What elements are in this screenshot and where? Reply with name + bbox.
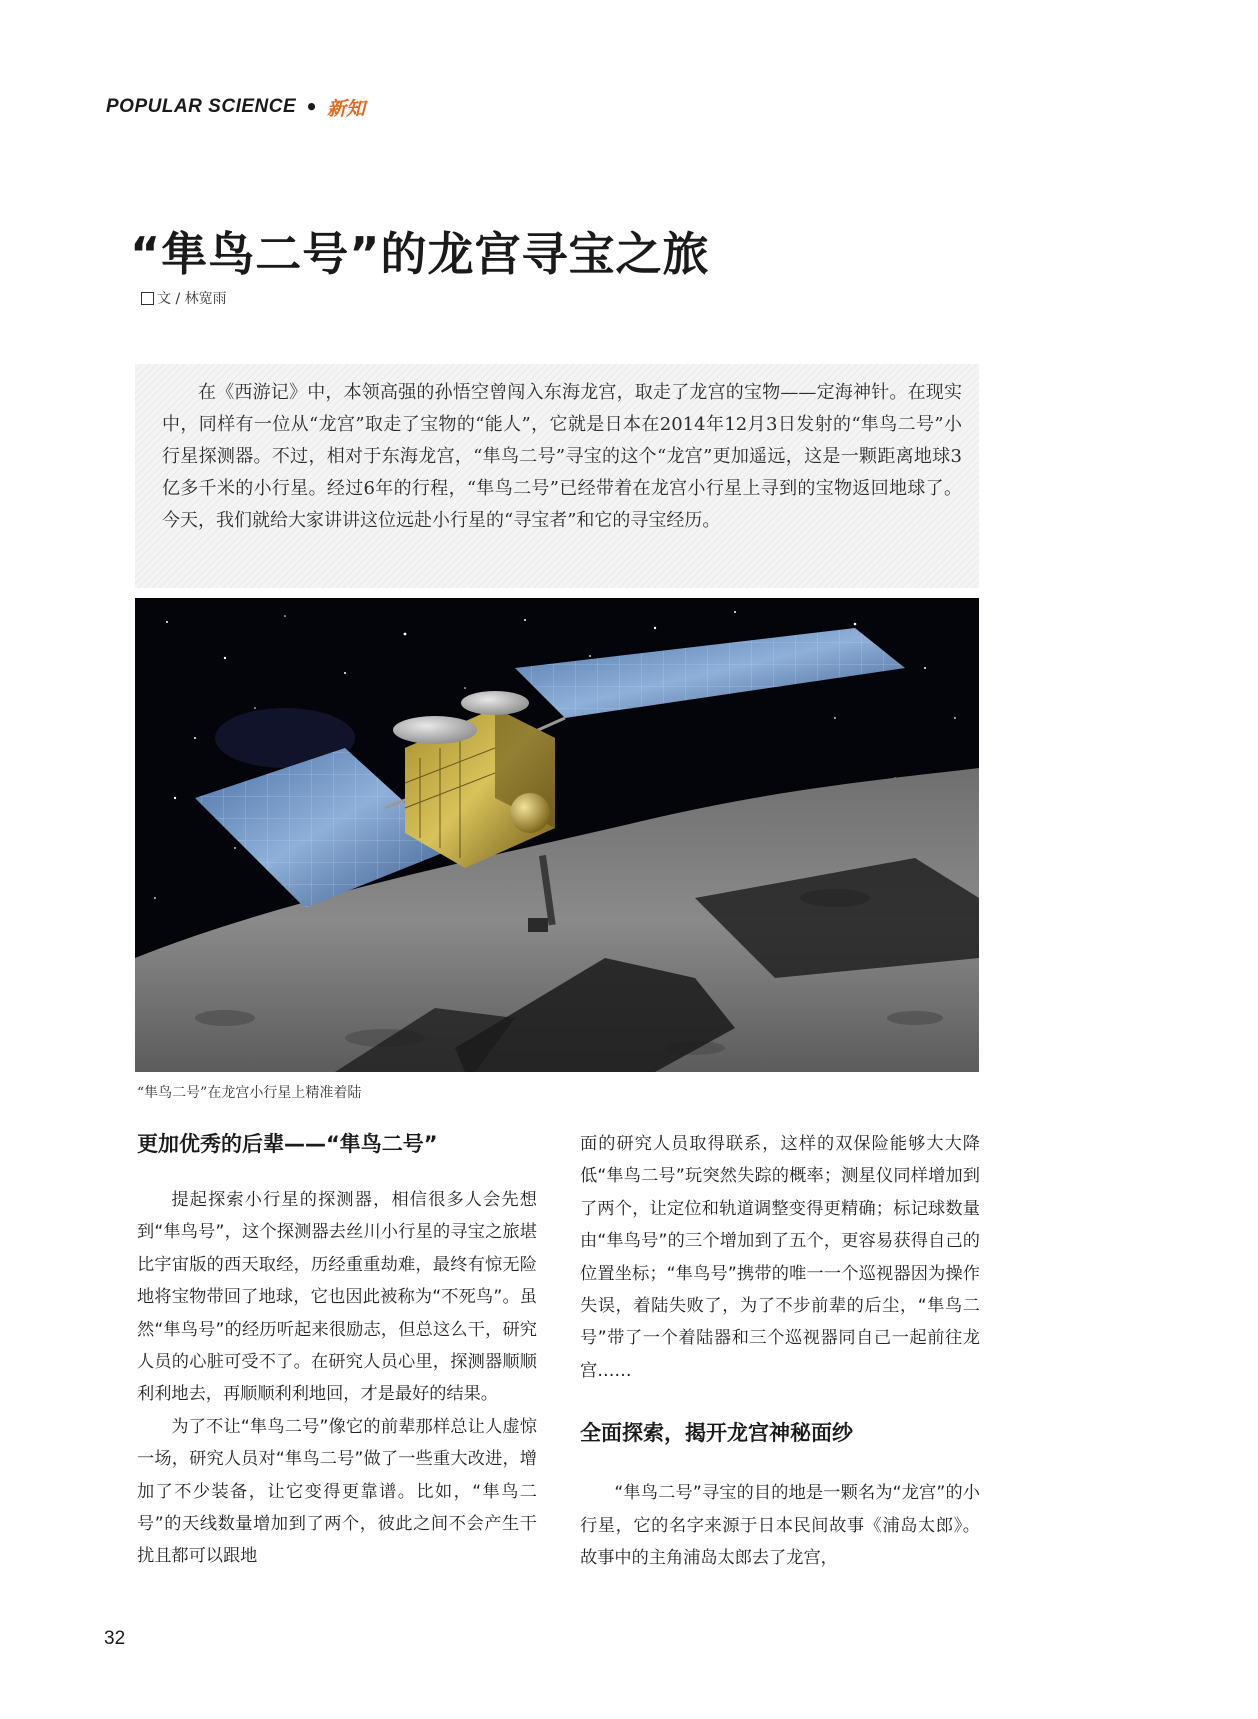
running-header bbox=[106, 92, 365, 122]
spacecraft-photo bbox=[135, 598, 979, 1072]
section2-heading: 全面探索，揭开龙宫神秘面纱 bbox=[580, 1421, 853, 1446]
byline-square-icon bbox=[141, 292, 154, 305]
section1-heading: 更加优秀的后辈——“隼鸟二号” bbox=[137, 1132, 438, 1156]
byline-text: 文 / 林宽雨 bbox=[157, 291, 227, 307]
section1-paragraph-1: 提起探索小行星的探测器，相信很多人会先想到“隼鸟号”，这个探测器去丝川小行星的寻宝之旅堪比宇宙版的西天取经，历经重重劫难，最终有惊无险地将宝物带回了地球，它也因此被称为“不死鸟”。虽然“隼鸟号”的经历听起来很励志，但总这么干，研究人员的心脏可受不了。在研究人员心里，探测器顺顺利利地去，再顺顺利利地回，才是最好的结果。 bbox=[137, 1190, 537, 1405]
intro-text: 在《西游记》中，本领高强的孙悟空曾闯入东海龙宫，取走了龙宫的宝物——定海神针。在现实中，同样有一位从“龙宫”取走了宝物的“能人”，它就是日本在2014年12月3日发射的“隼鸟二号”小行星探测器。不过，相对于东海龙宫，“隼鸟二号”寻宝的这个“龙宫”更加遥远，这是一颗距离地球3亿多千米的小行星。经过6年的行程，“隼鸟二号”已经带着在龙宫小行星上寻到的宝物返回地球了。今天，我们就给大家讲讲这位远赴小行星的“寻宝者”和它的寻宝经历。 bbox=[162, 382, 962, 531]
section1-paragraph-2: 为了不让“隼鸟二号”像它的前辈那样总让人虚惊一场，研究人员对“隼鸟二号”做了一些重大改进，增加了不少装备，让它变得更靠谱。比如，“隼鸟二号”的天线数量增加到了两个，彼此之间不会产生干扰且都可以跟地 bbox=[137, 1416, 537, 1567]
section1-paragraph-2-continued: 面的研究人员取得联系，这样的双保险能够大大降低“隼鸟二号”玩突然失踪的概率；测星仪同样增加到了两个，让定位和轨道调整变得更精确；标记球数量由“隼鸟号”的三个增加到了五个，更容易获得自己的位置坐标；“隼鸟号”携带的唯一一个巡视器因为操作失误，着陆失败了，为了不步前辈的后尘，“隼鸟二号”带了一个着陆器和三个巡视器同自己一起前往龙宫…… bbox=[580, 1134, 980, 1381]
header-separator: • bbox=[305, 95, 318, 119]
article-title: “隼鸟二号”的龙宫寻宝之旅 bbox=[130, 227, 710, 281]
image-caption: “隼鸟二号”在龙宫小行星上精准着陆 bbox=[137, 1085, 362, 1101]
page-number: 32 bbox=[104, 1628, 126, 1649]
section2-paragraph-1: “隼鸟二号”寻宝的目的地是一颗名为“龙宫”的小行星，它的名字来源于日本民间故事《浦岛太郎》。故事中的主角浦岛太郎去了龙宫， bbox=[580, 1483, 980, 1569]
magazine-brand: POPULAR SCIENCE bbox=[106, 96, 297, 117]
left-column bbox=[137, 1128, 537, 1573]
intro-box bbox=[135, 364, 979, 588]
byline bbox=[141, 288, 227, 308]
section-label: 新知 bbox=[326, 97, 365, 120]
right-column bbox=[580, 1128, 980, 1574]
